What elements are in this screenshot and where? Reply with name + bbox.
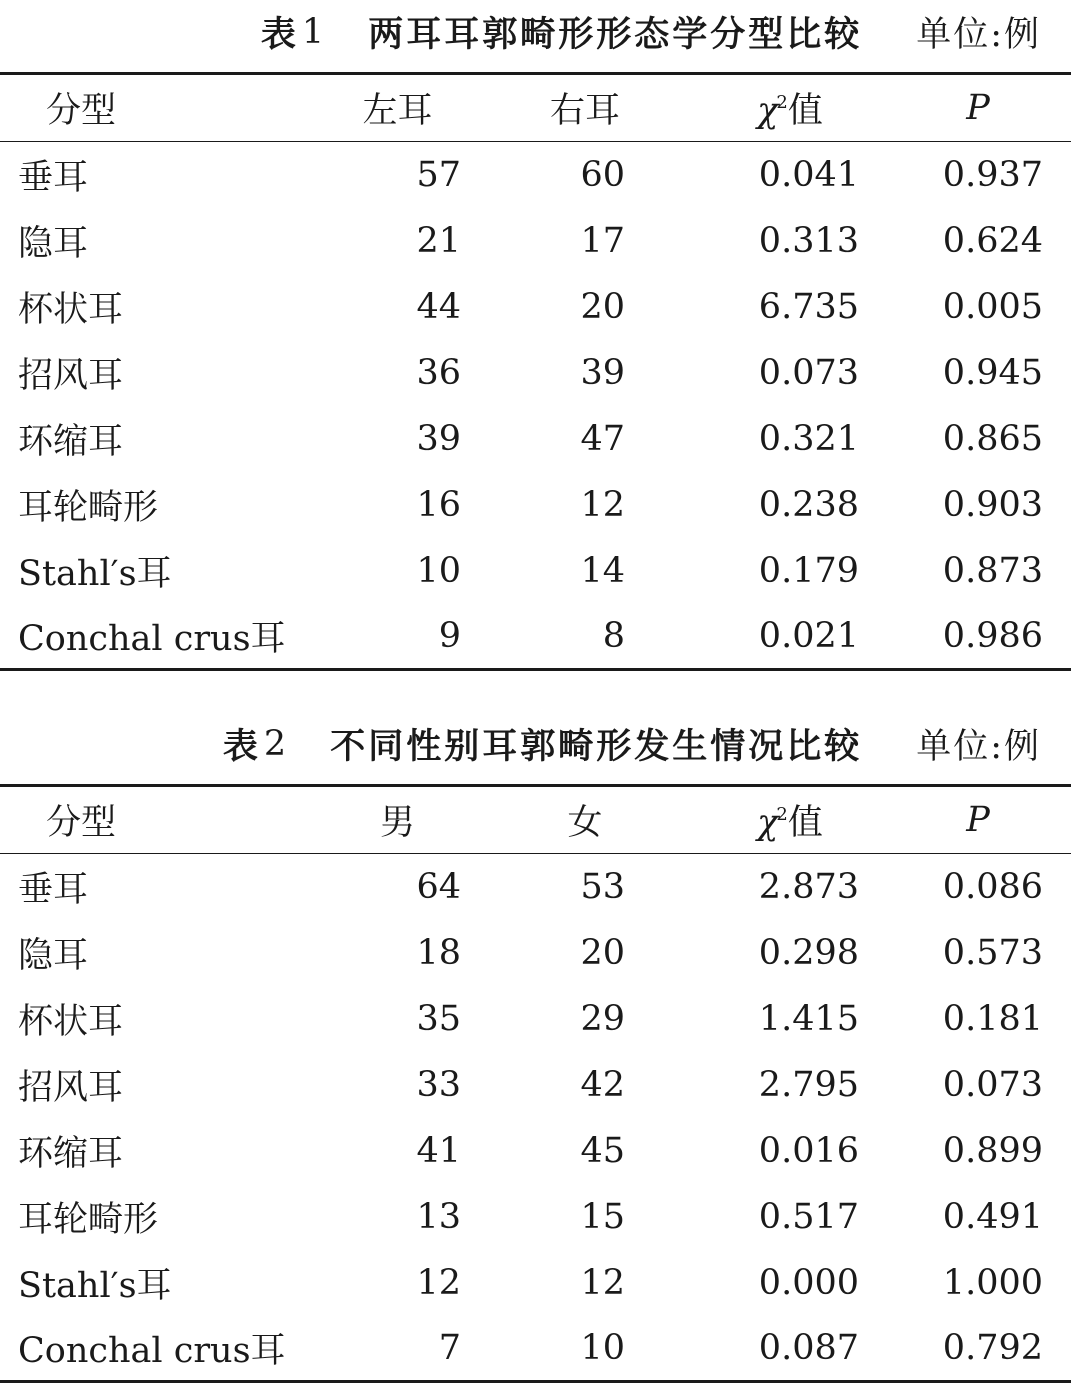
table1-header-type: 分型 [0,74,320,142]
table-cell-chi: 0.073 [758,352,859,393]
table1-header-p: P [885,74,1071,142]
table-cell-male: 33 [416,1064,461,1105]
table-cell-p: 0.624 [942,220,1043,261]
table2-header-p: P [885,786,1071,854]
table-cell-p: 0.491 [942,1196,1043,1237]
table-cell-type: Conchal crus耳 [0,604,320,670]
table-cell-p: 0.181 [942,998,1043,1039]
table-cell-type: 环缩耳 [18,421,124,462]
table-cell-p: 0.086 [942,866,1043,907]
table1-caption-unit: 单位:例 [916,15,1041,55]
table-cell-type: 杯状耳 [18,1001,124,1042]
chi-superscript: 2 [776,804,788,825]
table-cell-type: 招风耳 [18,355,124,396]
table-cell-p: 0.937 [942,154,1043,195]
table-cell-male: 13 [416,1196,461,1237]
table-cell-chi: 0.313 [758,220,859,261]
table-cell-male: 41 [416,1130,461,1171]
table-cell-left: 57 [416,154,461,195]
table-row [0,538,1071,604]
table-cell-left: 21 [416,220,461,261]
table1-header-left-ear: 左耳 [320,74,475,142]
table2-header-row [0,786,1071,854]
table-cell-male: 18 [416,932,461,973]
table-cell-chi: 0.179 [758,550,859,591]
table2-caption [0,712,1041,776]
table1 [0,72,1071,671]
table1-header-chi-square [695,74,885,142]
table-cell-chi: 1.415 [758,998,859,1039]
table-cell-chi: 2.873 [758,866,859,907]
table1-caption-number: 1 [301,12,325,52]
table-cell-right: 39 [580,352,625,393]
table-row [0,274,1071,340]
table-cell-type: 耳轮畸形 [18,487,159,528]
table-cell-female: 29 [580,998,625,1039]
table-row [0,1118,1071,1184]
chi-superscript: 2 [776,92,788,113]
table-cell-right: 47 [580,418,625,459]
table-cell-p: 0.903 [942,484,1043,525]
table1-caption-title: 两耳耳郭畸形形态学分型比较 [368,15,863,55]
table-cell-chi: 0.021 [695,604,885,670]
table1-caption-label: 表 [260,15,296,55]
table-cell-p: 0.005 [942,286,1043,327]
table2-caption-label: 表 [222,727,258,767]
table-cell-right: 20 [580,286,625,327]
table-cell-p: 0.899 [942,1130,1043,1171]
table-cell-male: 64 [416,866,461,907]
table-row [0,406,1071,472]
chi-symbol: χ [757,91,779,131]
table-cell-p: 0.945 [942,352,1043,393]
table-cell-type: 隐耳 [18,223,89,264]
table-cell-type: Conchal crus耳 [0,1316,320,1382]
table-cell-type: Stahl′s耳 [18,1265,172,1306]
table-cell-left: 39 [416,418,461,459]
table-cell-chi: 6.735 [758,286,859,327]
table-cell-p: 0.073 [942,1064,1043,1105]
table-cell-type: 招风耳 [18,1067,124,1108]
table-cell-female: 42 [580,1064,625,1105]
table-cell-chi: 0.087 [695,1316,885,1382]
table-cell-chi: 0.000 [758,1262,859,1303]
table2-caption-unit: 单位:例 [916,727,1041,767]
table-cell-type: 杯状耳 [18,289,124,330]
table-cell-right: 17 [580,220,625,261]
table2-caption-number: 2 [263,724,287,764]
table-cell-chi: 0.517 [758,1196,859,1237]
table-row [0,1052,1071,1118]
table-row [0,142,1071,208]
table-cell-p: 0.573 [942,932,1043,973]
table-row [0,854,1071,920]
table2-header-female: 女 [475,786,695,854]
table-cell-female: 53 [580,866,625,907]
table-row [0,920,1071,986]
table-cell-p: 0.986 [885,604,1071,670]
table-cell-female: 15 [580,1196,625,1237]
table-cell-male: 35 [416,998,461,1039]
table-cell-left: 16 [416,484,461,525]
table-cell-left: 10 [416,550,461,591]
table1-header-row [0,74,1071,142]
table-cell-type: 垂耳 [18,157,89,198]
table-cell-type: 环缩耳 [18,1133,124,1174]
table-cell-chi: 0.238 [758,484,859,525]
table2-header-chi-square [695,786,885,854]
table1-caption [0,0,1041,64]
table-row [0,1316,1071,1382]
table-row [0,472,1071,538]
table-row [0,1250,1071,1316]
table-cell-type: Stahl′s耳 [18,553,172,594]
table1-header-right-ear: 右耳 [475,74,695,142]
table2-header-male: 男 [320,786,475,854]
table-cell-right: 8 [475,604,695,670]
table-cell-type: 垂耳 [18,869,89,910]
table-cell-left: 36 [416,352,461,393]
table-cell-chi: 0.041 [758,154,859,195]
table2-header-type: 分型 [0,786,320,854]
table-cell-p: 0.873 [942,550,1043,591]
table-cell-female: 12 [580,1262,625,1303]
table-cell-p: 1.000 [942,1262,1043,1303]
chi-value-label: 值 [787,91,823,131]
table-cell-chi: 2.795 [758,1064,859,1105]
table-cell-type: 耳轮畸形 [18,1199,159,1240]
table-row [0,1184,1071,1250]
table-cell-male: 7 [320,1316,475,1382]
table-cell-p: 0.865 [942,418,1043,459]
table-cell-female: 45 [580,1130,625,1171]
table2 [0,784,1071,1383]
table-row [0,208,1071,274]
table-cell-right: 60 [580,154,625,195]
table-cell-right: 14 [580,550,625,591]
table-cell-left: 44 [416,286,461,327]
table-cell-chi: 0.321 [758,418,859,459]
chi-value-label: 值 [787,803,823,843]
table-cell-chi: 0.016 [758,1130,859,1171]
table-cell-chi: 0.298 [758,932,859,973]
table-cell-type: 隐耳 [18,935,89,976]
table2-caption-title: 不同性别耳郭畸形发生情况比较 [330,727,863,767]
table-cell-male: 12 [416,1262,461,1303]
table-row [0,604,1071,670]
table-cell-female: 10 [475,1316,695,1382]
table-row [0,340,1071,406]
chi-symbol: χ [757,803,779,843]
table-cell-right: 12 [580,484,625,525]
table-cell-female: 20 [580,932,625,973]
table-row [0,986,1071,1052]
table-cell-left: 9 [320,604,475,670]
table-cell-p: 0.792 [885,1316,1071,1382]
